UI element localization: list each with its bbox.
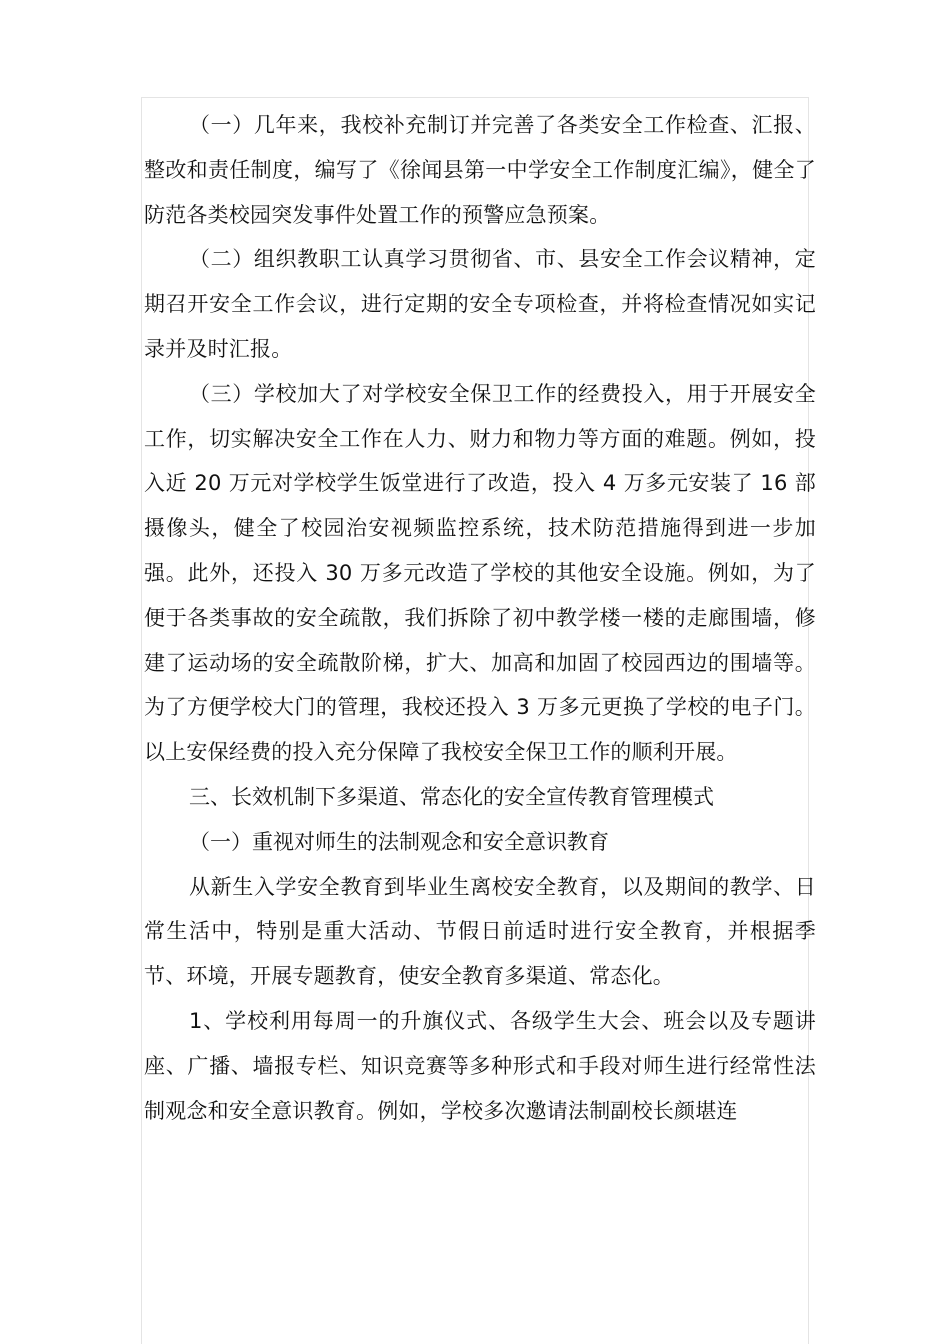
document-body — [144, 103, 816, 1133]
paragraph-policy-system: （一）几年来，我校补充制订并完善了各类安全工作检查、汇报、整改和责任制度，编写了《徐闻县第一中学安全工作制度汇编》，健全了防范各类校园突发事件处置工作的预警应急预案。 — [144, 113, 816, 227]
paragraph-safety-meetings: （二）组织教职工认真学习贯彻省、市、县安全工作会议精神，定期召开安全工作会议，进行定期的安全专项检查，并将检查情况如实记录并及时汇报。 — [144, 247, 816, 361]
paragraph-education-methods: 1、学校利用每周一的升旗仪式、各级学生大会、班会以及专题讲座、广播、墙报专栏、知识竞赛等多种形式和手段对师生进行经常性法制观念和安全意识教育。例如，学校多次邀请法制副校长颜堪连 — [144, 1008, 816, 1123]
paragraph-funding-investment: （三）学校加大了对学校安全保卫工作的经费投入，用于开展安全工作，切实解决安全工作在人力、财力和物力等方面的难题。例如，投入近 20 万元对学校学生饭堂进行了改造，投入 4 万多元安装了 16 部摄像头，健全了校园治安视频监控系统，技术防范措施得到进一步加强。此外，还投入 30 万多元改造了学校的其他安全设施。例如，为了便于各类事故的安全疏散，我们拆除了初中教学楼一楼的走廊围墙，修建了运动场的安全疏散阶梯，扩大、加高和加固了校园西边的围墙等。为了方便学校大门的管理，我校还投入 3 万多元更换了学校的电子门。以上安保经费的投入充分保障了我校安全保卫工作的顺利开展。 — [144, 381, 816, 765]
section-heading: 三、长效机制下多渠道、常态化的安全宣传教育管理模式 — [189, 784, 714, 809]
subsection-heading: （一）重视对师生的法制观念和安全意识教育 — [189, 829, 609, 854]
paragraph-education-overview: 从新生入学安全教育到毕业生离校安全教育，以及期间的教学、日常生活中，特别是重大活动、节假日前适时进行安全教育，并根据季节、环境，开展专题教育，使安全教育多渠道、常态化。 — [144, 874, 816, 989]
